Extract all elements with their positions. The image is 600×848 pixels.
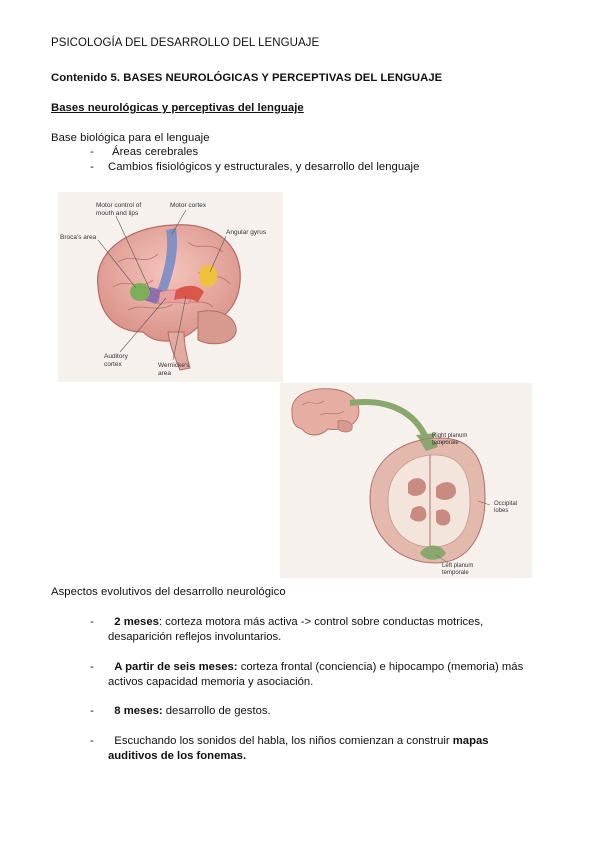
evolution-item-line2: desaparición reflejos involuntarios. <box>108 631 282 643</box>
evolution-item-text: corteza frontal (conciencia) e hipocampo (memoria) más <box>237 661 524 673</box>
evolution-item-2-months <box>108 615 548 645</box>
base-title: Base biológica para el lenguaje <box>51 132 210 144</box>
evolution-item-bold-end: mapas <box>452 735 489 747</box>
label-right-planum: Right planum <box>432 433 468 439</box>
base-item-areas: Áreas cerebrales <box>112 146 199 158</box>
label-wernicke-2: area <box>158 370 172 377</box>
brain-language-areas-figure <box>58 192 283 382</box>
label-motor-control-2: mouth and lips <box>96 210 139 217</box>
evolution-item-six-months <box>108 660 548 690</box>
page-header: PSICOLOGÍA DEL DESARROLLO DEL LENGUAJE <box>51 37 320 49</box>
evolution-item-text: : corteza motora más activa -> control sobre conductas motrices, <box>158 616 484 628</box>
label-auditory-2: cortex <box>104 361 122 368</box>
evolution-item-bold: A partir de seis meses: <box>114 661 238 673</box>
bullet-dash: - <box>90 161 94 173</box>
bullet-dash: - <box>90 616 94 628</box>
evolution-title: Aspectos evolutivos del desarrollo neurológico <box>51 586 286 598</box>
bullet-dash: - <box>90 661 94 673</box>
label-right-planum-2: temporale <box>432 440 459 446</box>
bullet-dash: - <box>90 146 94 158</box>
label-motor-cortex: Motor cortex <box>170 202 207 209</box>
evolution-item-bold: 8 meses: <box>114 705 163 717</box>
label-left-planum: Left planum <box>442 563 474 569</box>
label-wernicke: Wernicke's <box>158 362 190 369</box>
label-left-planum-2: temporale <box>442 570 469 576</box>
base-item-changes: Cambios fisiológicos y estructurales, y desarrollo del lenguaje <box>108 161 420 173</box>
label-occipital-2: lobes <box>494 508 509 514</box>
label-auditory: Auditory <box>104 353 128 360</box>
bullet-dash: - <box>90 705 94 717</box>
label-broca: Broca's area <box>60 234 97 241</box>
bullet-dash: - <box>90 735 94 747</box>
label-occipital: Occipital <box>494 501 518 507</box>
label-motor-control: Motor control of <box>96 202 142 209</box>
evolution-item-speech-sounds <box>108 734 548 764</box>
label-angular-gyrus: Angular gyrus <box>226 229 267 236</box>
evolution-item-bold: 2 meses <box>114 616 159 628</box>
evolution-item-line2-bold: auditivos de los fonemas. <box>108 750 247 762</box>
evolution-item-text: Escuchando los sonidos del habla, los niños comienzan a construir <box>114 735 453 747</box>
section-title: Contenido 5. BASES NEUROLÓGICAS Y PERCEPTIVAS DEL LENGUAJE <box>51 72 443 84</box>
evolution-item-8-months <box>108 704 548 719</box>
brain-section-figure <box>280 383 532 578</box>
evolution-item-text: desarrollo de gestos. <box>162 705 271 717</box>
subheading: Bases neurológicas y perceptivas del lenguaje <box>51 102 304 114</box>
evolution-item-line2: activos capacidad memoria y asociación. <box>108 676 314 688</box>
